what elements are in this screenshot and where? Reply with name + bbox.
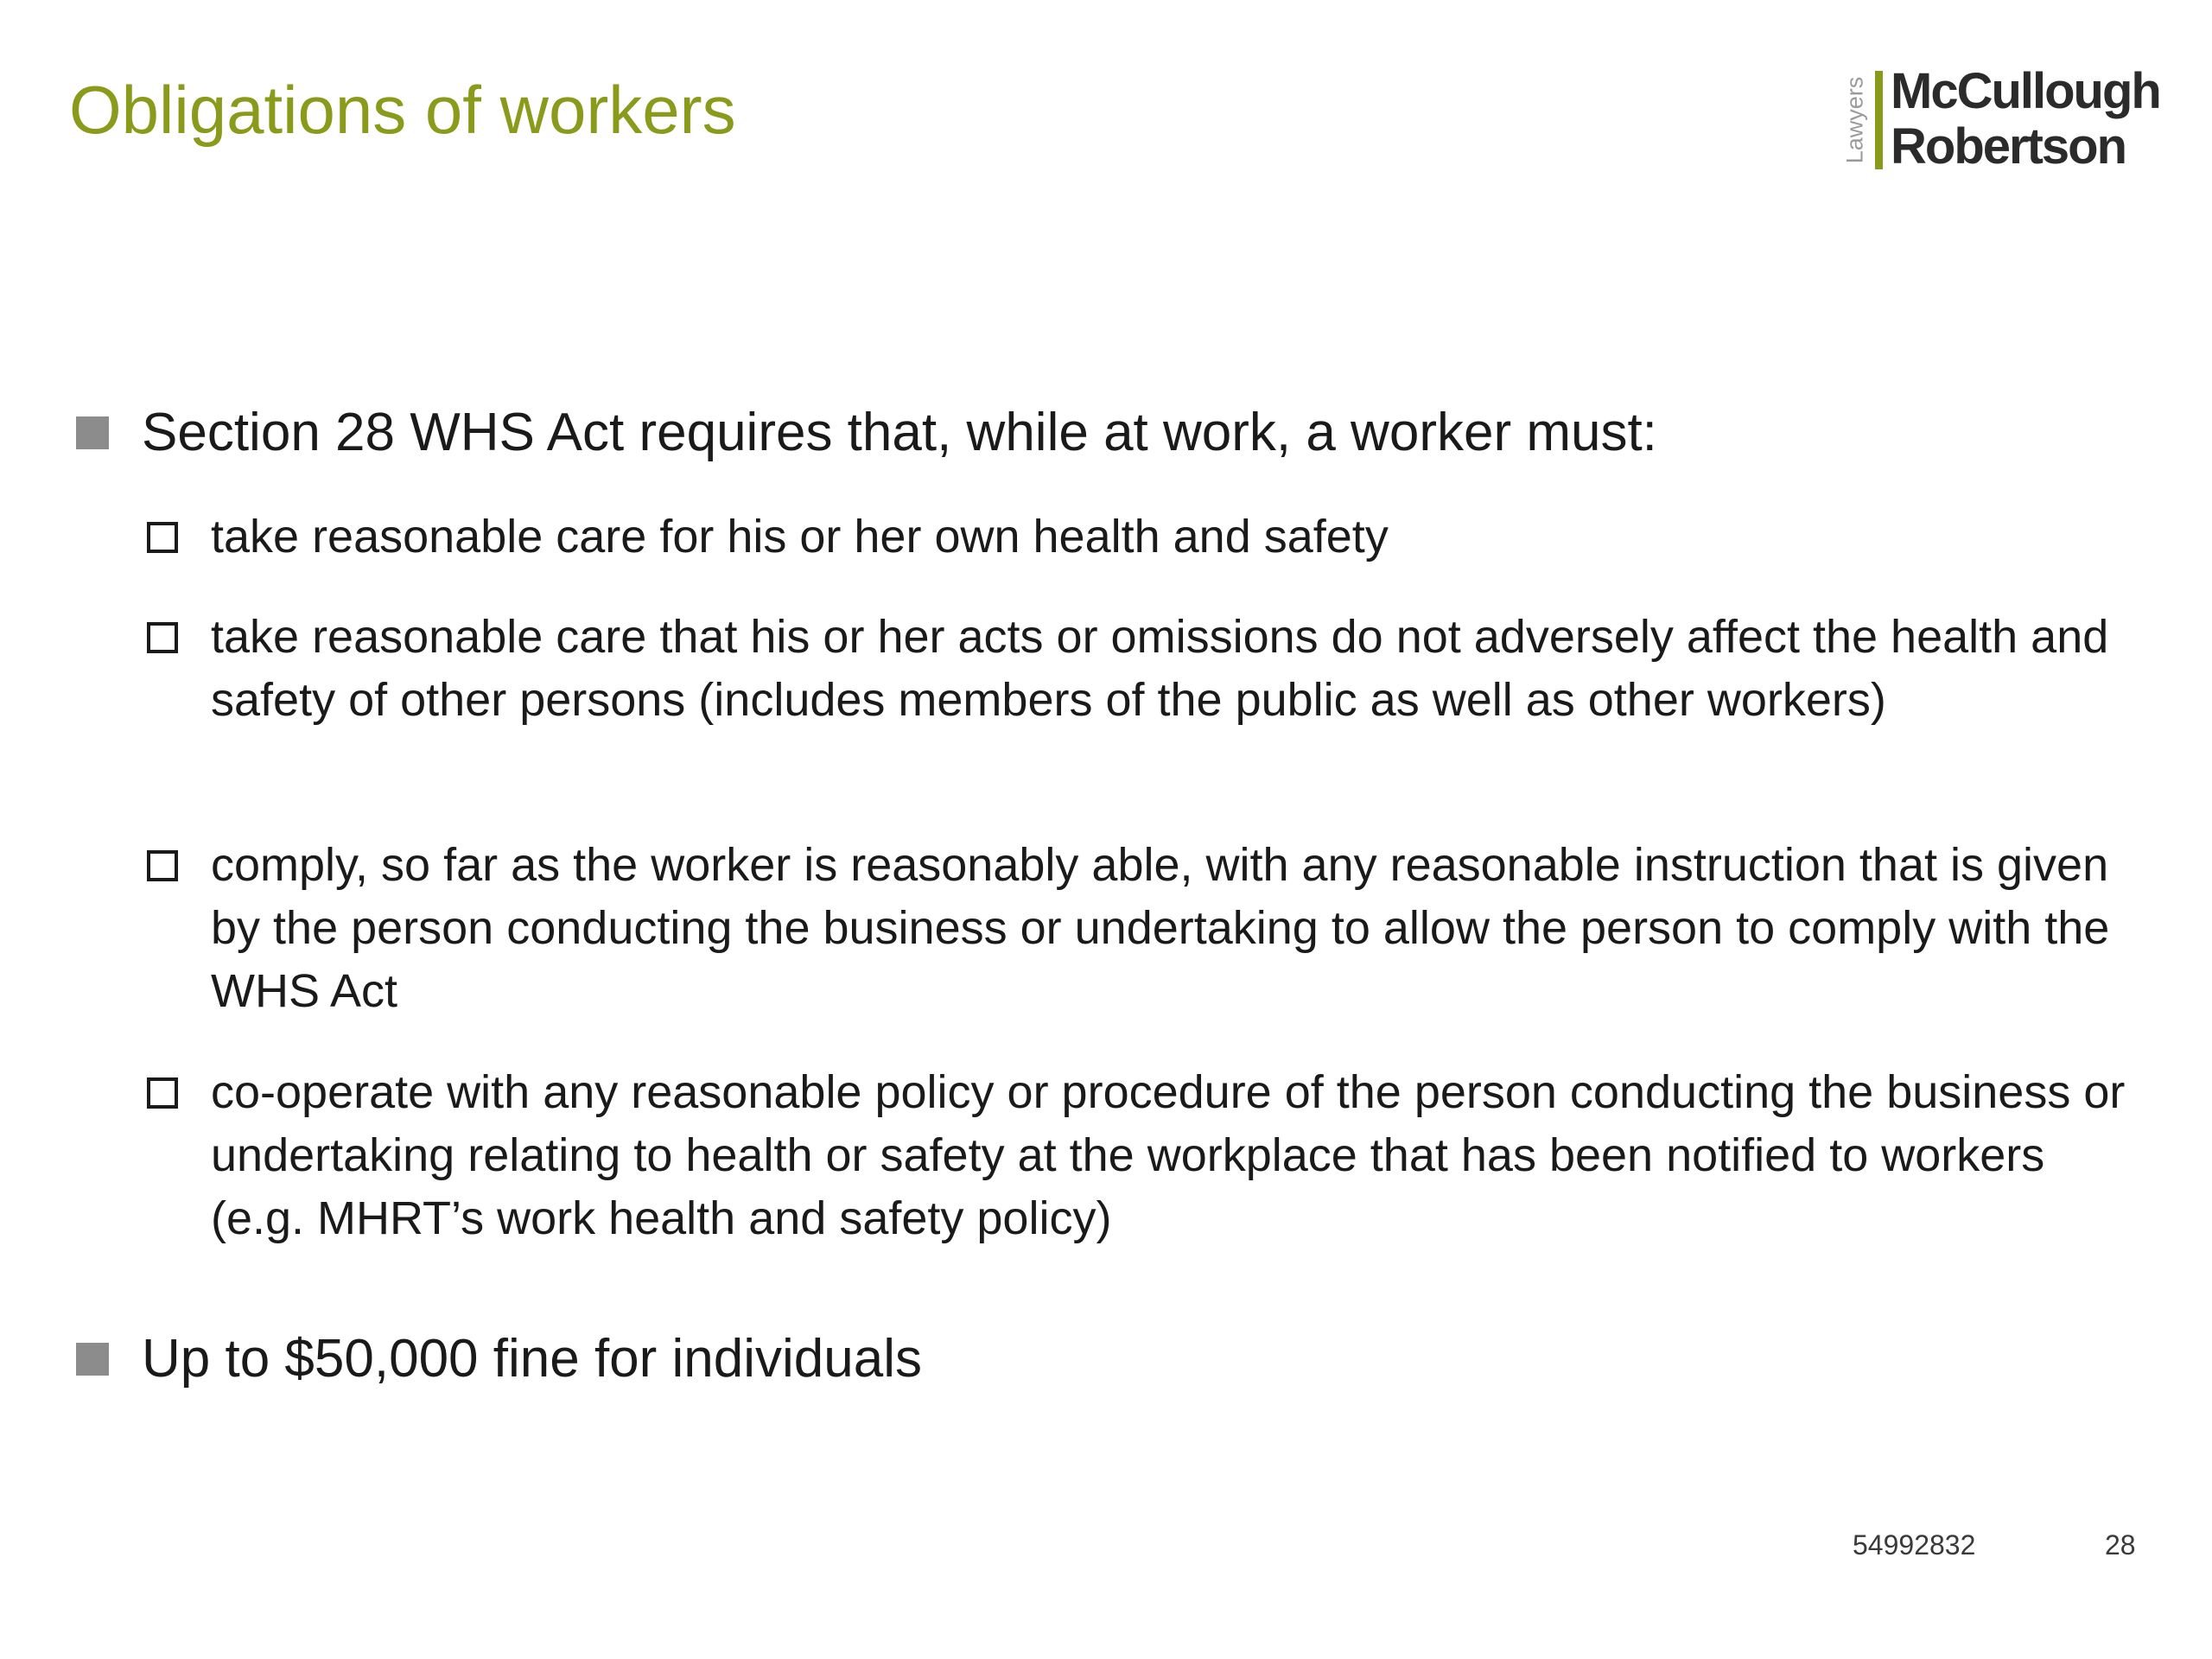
page-number: 28 <box>2105 1529 2136 1560</box>
logo-divider-bar <box>1875 71 1883 169</box>
logo-tagline: Lawyers <box>1841 76 1868 164</box>
sub-bullet-2-text: take reasonable care that his or her acts or omissions do not adversely affect the health and safety of other persons (includes members of the public as well as other workers) <box>211 611 2109 726</box>
hollow-square-bullet-icon <box>147 1077 178 1109</box>
document-number: 54992832 <box>1853 1529 1976 1560</box>
logo-wordmark <box>1891 64 2160 175</box>
logo-name-line2: Robertson <box>1891 118 2126 175</box>
hollow-square-bullet-icon <box>147 850 178 881</box>
hollow-square-bullet-icon <box>147 522 178 553</box>
grey-square-bullet-icon <box>76 1343 109 1376</box>
sub-bullet-2 <box>211 606 2146 732</box>
sub-bullet-1-text: take reasonable care for his or her own health and safety <box>211 511 1389 563</box>
sub-bullet-4-text: co-operate with any reasonable policy or procedure of the person conducting the business or undertaking relating to health or safety at the workplace that has been notified to workers (e.g. MHRT’s work health and safety policy) <box>211 1066 2126 1244</box>
sub-bullet-4 <box>211 1061 2146 1250</box>
hollow-square-bullet-icon <box>147 622 178 653</box>
bullet-main-2: Up to $50,000 fine for individuals <box>142 1329 923 1389</box>
grey-square-bullet-icon <box>76 416 109 449</box>
sub-bullet-3 <box>211 834 2146 1023</box>
logo-name-line1: McCullough <box>1891 63 2160 119</box>
company-logo <box>1839 64 2160 176</box>
sub-bullet-1 <box>211 505 2146 569</box>
slide-title: Obligations of workers <box>69 72 736 148</box>
bullet-main-1: Section 28 WHS Act requires that, while at work, a worker must: <box>142 403 1657 462</box>
sub-bullet-3-text: comply, so far as the worker is reasonably able, with any reasonable instruction that is given by the person conducting the business or undertaking to allow the person to comply with the WHS Act <box>211 839 2110 1017</box>
